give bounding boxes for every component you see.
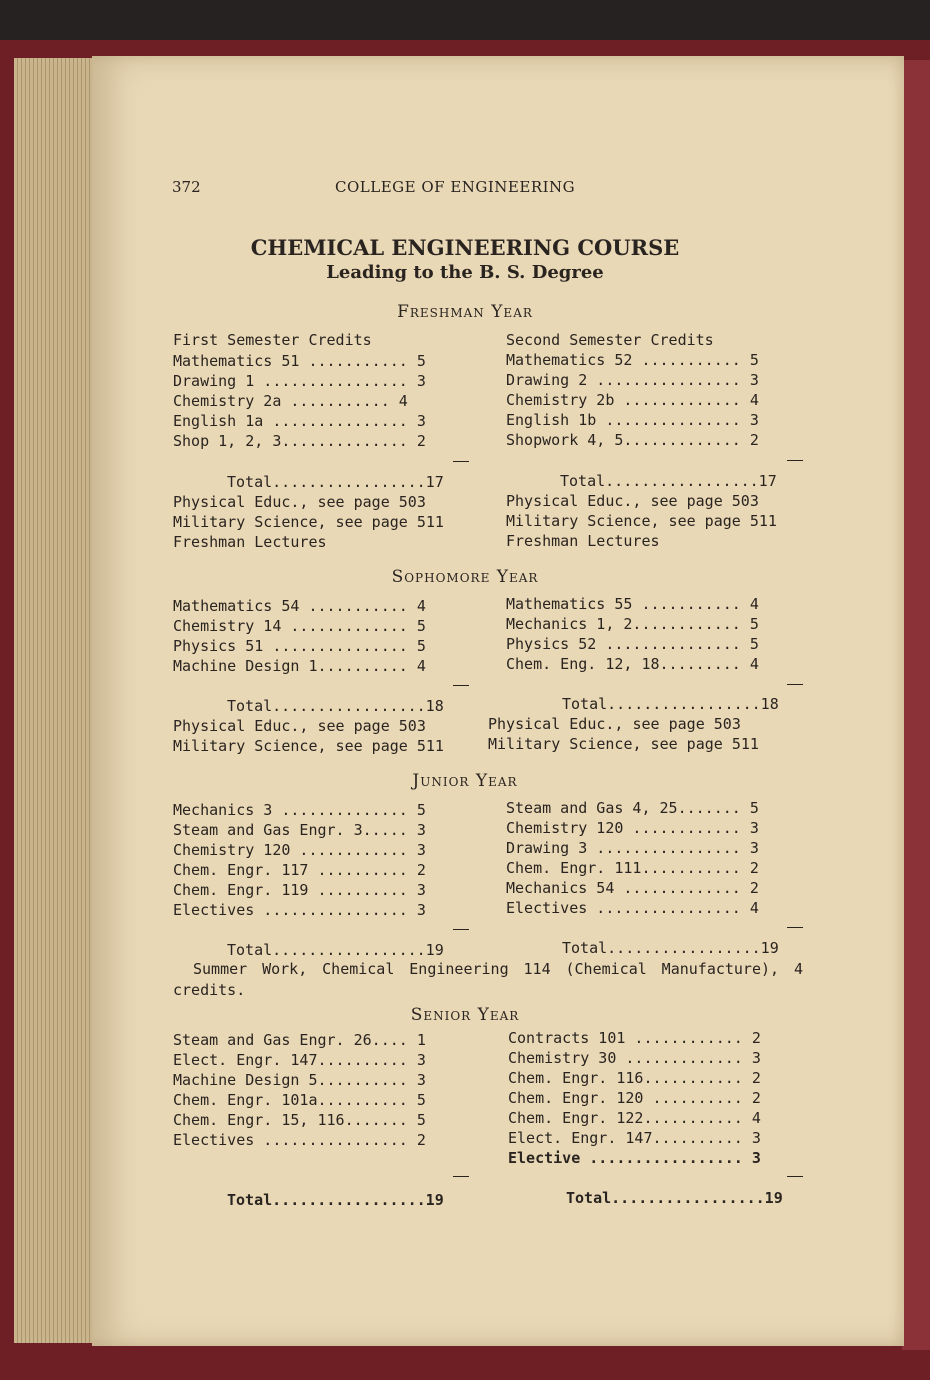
- course-row: Chemistry 14 ............. 5: [173, 617, 426, 635]
- course-row: Mathematics 51 ........... 5: [173, 352, 426, 370]
- course-row: English 1b ............... 3: [506, 411, 759, 429]
- sum-rule: [787, 460, 803, 461]
- course-row: Machine Design 1.......... 4: [173, 657, 426, 675]
- course-row: Chemistry 2a ........... 4: [173, 392, 408, 410]
- sum-rule: [453, 1176, 469, 1177]
- note-row: Military Science, see page 511: [173, 513, 444, 531]
- total-row: Total.................19: [566, 1189, 783, 1207]
- course-row: Mathematics 55 ........... 4: [506, 595, 759, 613]
- course-row: Chemistry 30 ............. 3: [508, 1049, 761, 1067]
- course-title: CHEMICAL ENGINEERING COURSE: [250, 235, 680, 260]
- note-row: Physical Educ., see page 503: [488, 715, 741, 733]
- course-row: Steam and Gas 4, 25....... 5: [506, 799, 759, 817]
- course-row: Chemistry 2b ............. 4: [506, 391, 759, 409]
- course-row: Steam and Gas Engr. 3..... 3: [173, 821, 426, 839]
- senior-heading: Senior Year: [410, 1005, 520, 1025]
- freshman-right-header: Second Semester Credits: [506, 331, 714, 349]
- freshman-heading: Freshman Year: [397, 302, 533, 322]
- note-row: Physical Educ., see page 503: [173, 717, 426, 735]
- total-row: Total.................17: [227, 473, 444, 491]
- course-row: Chem. Engr. 122........... 4: [508, 1109, 761, 1127]
- course-row: Elect. Engr. 147.......... 3: [173, 1051, 426, 1069]
- junior-heading: Junior Year: [412, 771, 518, 791]
- note-row: Freshman Lectures: [506, 532, 660, 550]
- course-row: Chem. Engr. 15, 116....... 5: [173, 1111, 426, 1129]
- total-row: Total.................19: [227, 1191, 444, 1209]
- course-row: Chem. Engr. 116........... 2: [508, 1069, 761, 1087]
- sum-rule: [787, 684, 803, 685]
- sum-rule: [787, 927, 803, 928]
- sophomore-heading: Sophomore Year: [391, 567, 539, 587]
- course-row: Shopwork 4, 5............. 2: [506, 431, 759, 449]
- course-row: Mathematics 54 ........... 4: [173, 597, 426, 615]
- course-row: Mechanics 54 ............. 2: [506, 879, 759, 897]
- course-row: Physics 52 ............... 5: [506, 635, 759, 653]
- course-row: Chem. Engr. 120 .......... 2: [508, 1089, 761, 1107]
- note-row: Military Science, see page 511: [488, 735, 759, 753]
- course-row: Electives ................ 2: [173, 1131, 426, 1149]
- note-row: Freshman Lectures: [173, 533, 327, 551]
- course-row: Chemistry 120 ............ 3: [506, 819, 759, 837]
- note-row: Military Science, see page 511: [506, 512, 777, 530]
- course-row: Chem. Engr. 119 .......... 3: [173, 881, 426, 899]
- total-row: Total.................18: [227, 697, 444, 715]
- total-row: Total.................19: [227, 941, 444, 959]
- total-row: Total.................17: [560, 472, 777, 490]
- course-row: Chemistry 120 ............ 3: [173, 841, 426, 859]
- total-row: Total.................19: [562, 939, 779, 957]
- course-row: Steam and Gas Engr. 26.... 1: [173, 1031, 426, 1049]
- course-row: English 1a ............... 3: [173, 412, 426, 430]
- course-row: Chem. Engr. 117 .......... 2: [173, 861, 426, 879]
- note-row: Military Science, see page 511: [173, 737, 444, 755]
- sum-rule: [453, 929, 469, 930]
- course-row: Elective ................. 3: [508, 1149, 761, 1167]
- course-row: Chem. Engr. 101a.......... 5: [173, 1091, 426, 1109]
- running-title: COLLEGE OF ENGINEERING: [335, 178, 576, 196]
- course-row: Drawing 1 ................ 3: [173, 372, 426, 390]
- course-row: Contracts 101 ............ 2: [508, 1029, 761, 1047]
- course-row: Electives ................ 4: [506, 899, 759, 917]
- course-row: Machine Design 5.......... 3: [173, 1071, 426, 1089]
- page-number: 372: [172, 178, 201, 196]
- total-row: Total.................18: [562, 695, 779, 713]
- freshman-left-header: First Semester Credits: [173, 331, 372, 349]
- sum-rule: [453, 685, 469, 686]
- course-row: Mechanics 1, 2............ 5: [506, 615, 759, 633]
- course-row: Chem. Engr. 111........... 2: [506, 859, 759, 877]
- course-row: Drawing 3 ................ 3: [506, 839, 759, 857]
- course-subtitle: Leading to the B. S. Degree: [326, 262, 604, 283]
- course-row: Mathematics 52 ........... 5: [506, 351, 759, 369]
- course-row: Shop 1, 2, 3.............. 2: [173, 432, 426, 450]
- note-row: Physical Educ., see page 503: [173, 493, 426, 511]
- note-row: Physical Educ., see page 503: [506, 492, 759, 510]
- course-row: Electives ................ 3: [173, 901, 426, 919]
- summer-work-note: Summer Work, Chemical Engineering 114 (Chemical Manufacture), 4 credits.: [173, 960, 803, 999]
- sum-rule: [787, 1176, 803, 1177]
- course-row: Chem. Eng. 12, 18......... 4: [506, 655, 759, 673]
- sum-rule: [453, 461, 469, 462]
- course-row: Elect. Engr. 147.......... 3: [508, 1129, 761, 1147]
- course-row: Drawing 2 ................ 3: [506, 371, 759, 389]
- course-row: Physics 51 ............... 5: [173, 637, 426, 655]
- course-row: Mechanics 3 .............. 5: [173, 801, 426, 819]
